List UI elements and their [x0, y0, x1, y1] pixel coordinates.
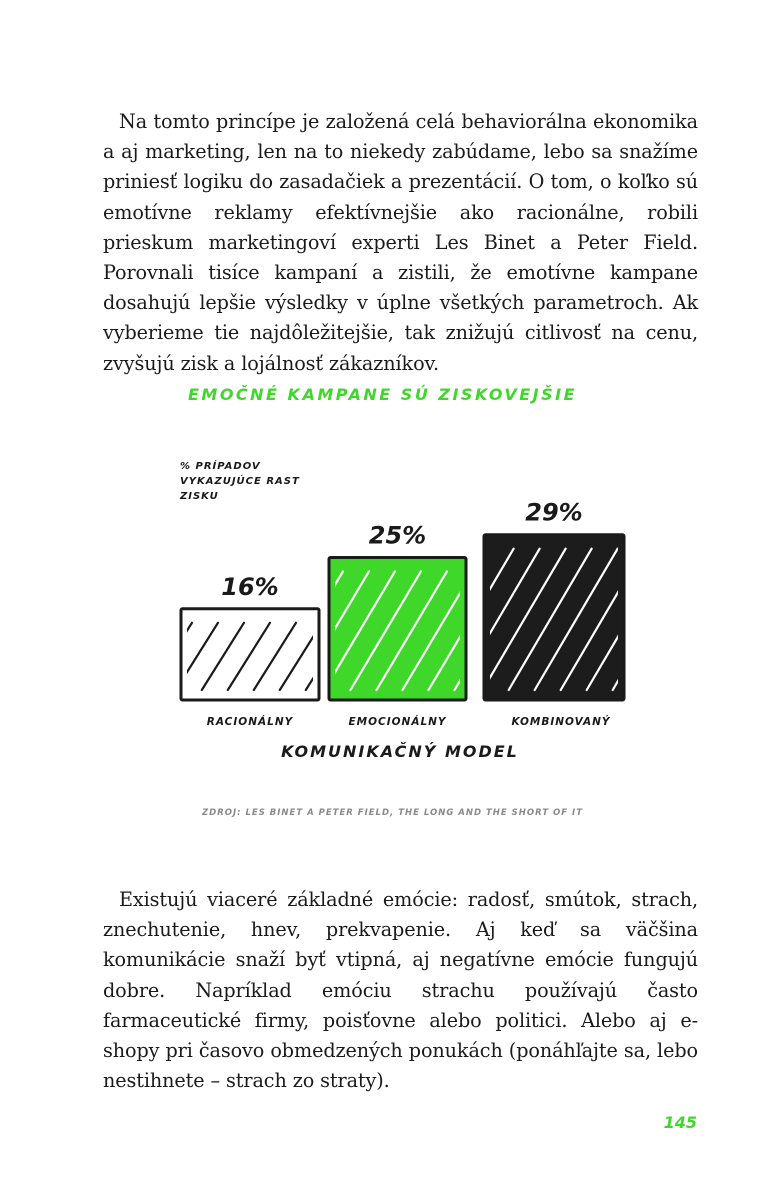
chart-y-label: % PRÍPADOV VYKAZUJÚCE RAST ZISKU [180, 461, 300, 502]
paragraph-1-text: Na tomto princípe je založená celá behaviorálna ekonomika a aj marketing, len na to niekedy zabúdame, lebo sa snažíme priniesť logiku do zasadačiek a prezentácií. O tom, o koľko sú emotívne reklamy efektívnejšie ako racionálne, robili prieskum marketingoví experti Les Binet a Peter Field. Porovnali tisíce kampaní a zistili, že emotívne kampane dosahujú lepšie výsledky v úplne všetkých parametroch. Ak vyberieme tie najdôležitejšie, tak znižujú citlivosť na cenu, zvyšujú zisk a lojálnosť zákazníkov. [103, 110, 698, 375]
category-label-2: EMOCIONÁLNY [348, 716, 447, 728]
bar-value-label-3: 29% [525, 498, 583, 527]
chart-title: EMOČNÉ KAMPANE SÚ ZISKOVEJŠIE [187, 385, 578, 404]
chart-x-label: KOMUNIKAČNÝ MODEL [281, 742, 519, 761]
chart-source: ZDROJ: LES BINET A PETER FIELD, THE LONG AND THE SHORT OF IT [201, 808, 584, 818]
category-label-3: KOMBINOVANÝ [511, 716, 611, 728]
bar-value-label-1: 16% [221, 572, 279, 601]
bar-rect-2 [329, 558, 466, 701]
bar-chart [0, 440, 765, 740]
page-number: 145 [663, 1113, 697, 1132]
bar-value-label-2: 25% [368, 521, 427, 550]
category-label-1: RACIONÁLNY [206, 716, 294, 728]
body-paragraph-2 [103, 885, 698, 1096]
paragraph-2-text: Existujú viaceré základné emócie: radosť, smútok, strach, znechutenie, hnev, prekvapenie. Aj keď sa väčšina komunikácie snaží byť vtipná, aj negatívne emócie fungujú dobre. Napríklad emóciu strachu používajú často farmaceutické firmy, poisťovne alebo politici. Alebo aj e-shopy pri časovo obmedzených ponukách (ponáhľajte sa, lebo nestihnete – strach zo straty). [103, 888, 698, 1093]
body-paragraph-1 [103, 107, 698, 379]
